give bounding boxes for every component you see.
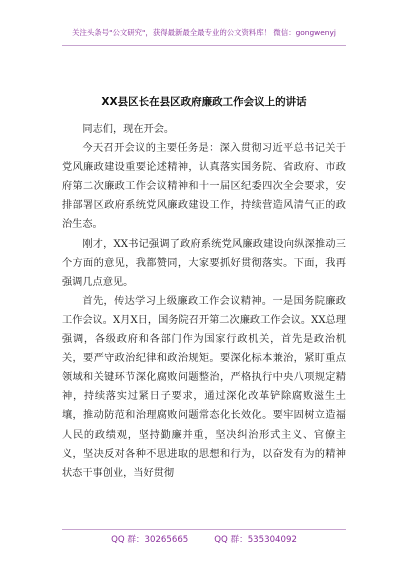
header-note: 关注头条号"公文研究"，获得最新最全最专业的公文资料库！ 微信：gongwenyj	[72, 28, 336, 37]
document-body	[62, 120, 346, 483]
qq-group-1: QQ 群：30265665	[111, 535, 189, 545]
footer-contact	[0, 533, 408, 545]
header-divider	[62, 45, 346, 46]
document-title: XX县区长在县区政府廉政工作会议上的讲话	[101, 96, 307, 108]
paragraph-remarks: 刚才，XX书记强调了政府系统党风廉政建设向纵深推动三个方面的意见，我都赞同，大家要抓好贯彻落实。下面，我再强调几点意见。	[62, 238, 346, 288]
paragraph-first-point: 首先，传达学习上级廉政工作会议精神。一是国务院廉政工作会议。X月X日，国务院召开第二次廉政工作会议。XX总理强调，各级政府和各部门作为国家行政机关，首先是政治机关，要严守政治纪律和政治规矩。要深化标本兼治，紧盯重点领域和关键环节深化腐败问题整治，严格执行中央八项规定精神，持续落实过紧日子要求，通过深化改革铲除腐败滋生土壤，推动防范和治理腐败问题常态化长效化。要牢固树立造福人民的政绩观，坚持勤廉并重，坚决纠治形式主义、官僚主义，坚决反对各种不思进取的思想和行为，以奋发有为的精神状态干事创业，当好贯彻	[62, 295, 346, 479]
qq-group-2: QQ 群：535304092	[214, 535, 297, 545]
paragraph-tasks: 今天召开会议的主要任务是：深入贯彻习近平总书记关于党风廉政建设重要论述精神，认真落实国务院、省政府、市政府第二次廉政工作会议精神和十一届区纪委四次全会要求，安排部署区政府系统党风廉政建设工作，持续营造风清气正的政治生态。	[62, 143, 346, 231]
footer-divider	[62, 529, 346, 530]
paragraph-opening: 同志们，现在开会。	[82, 124, 175, 135]
